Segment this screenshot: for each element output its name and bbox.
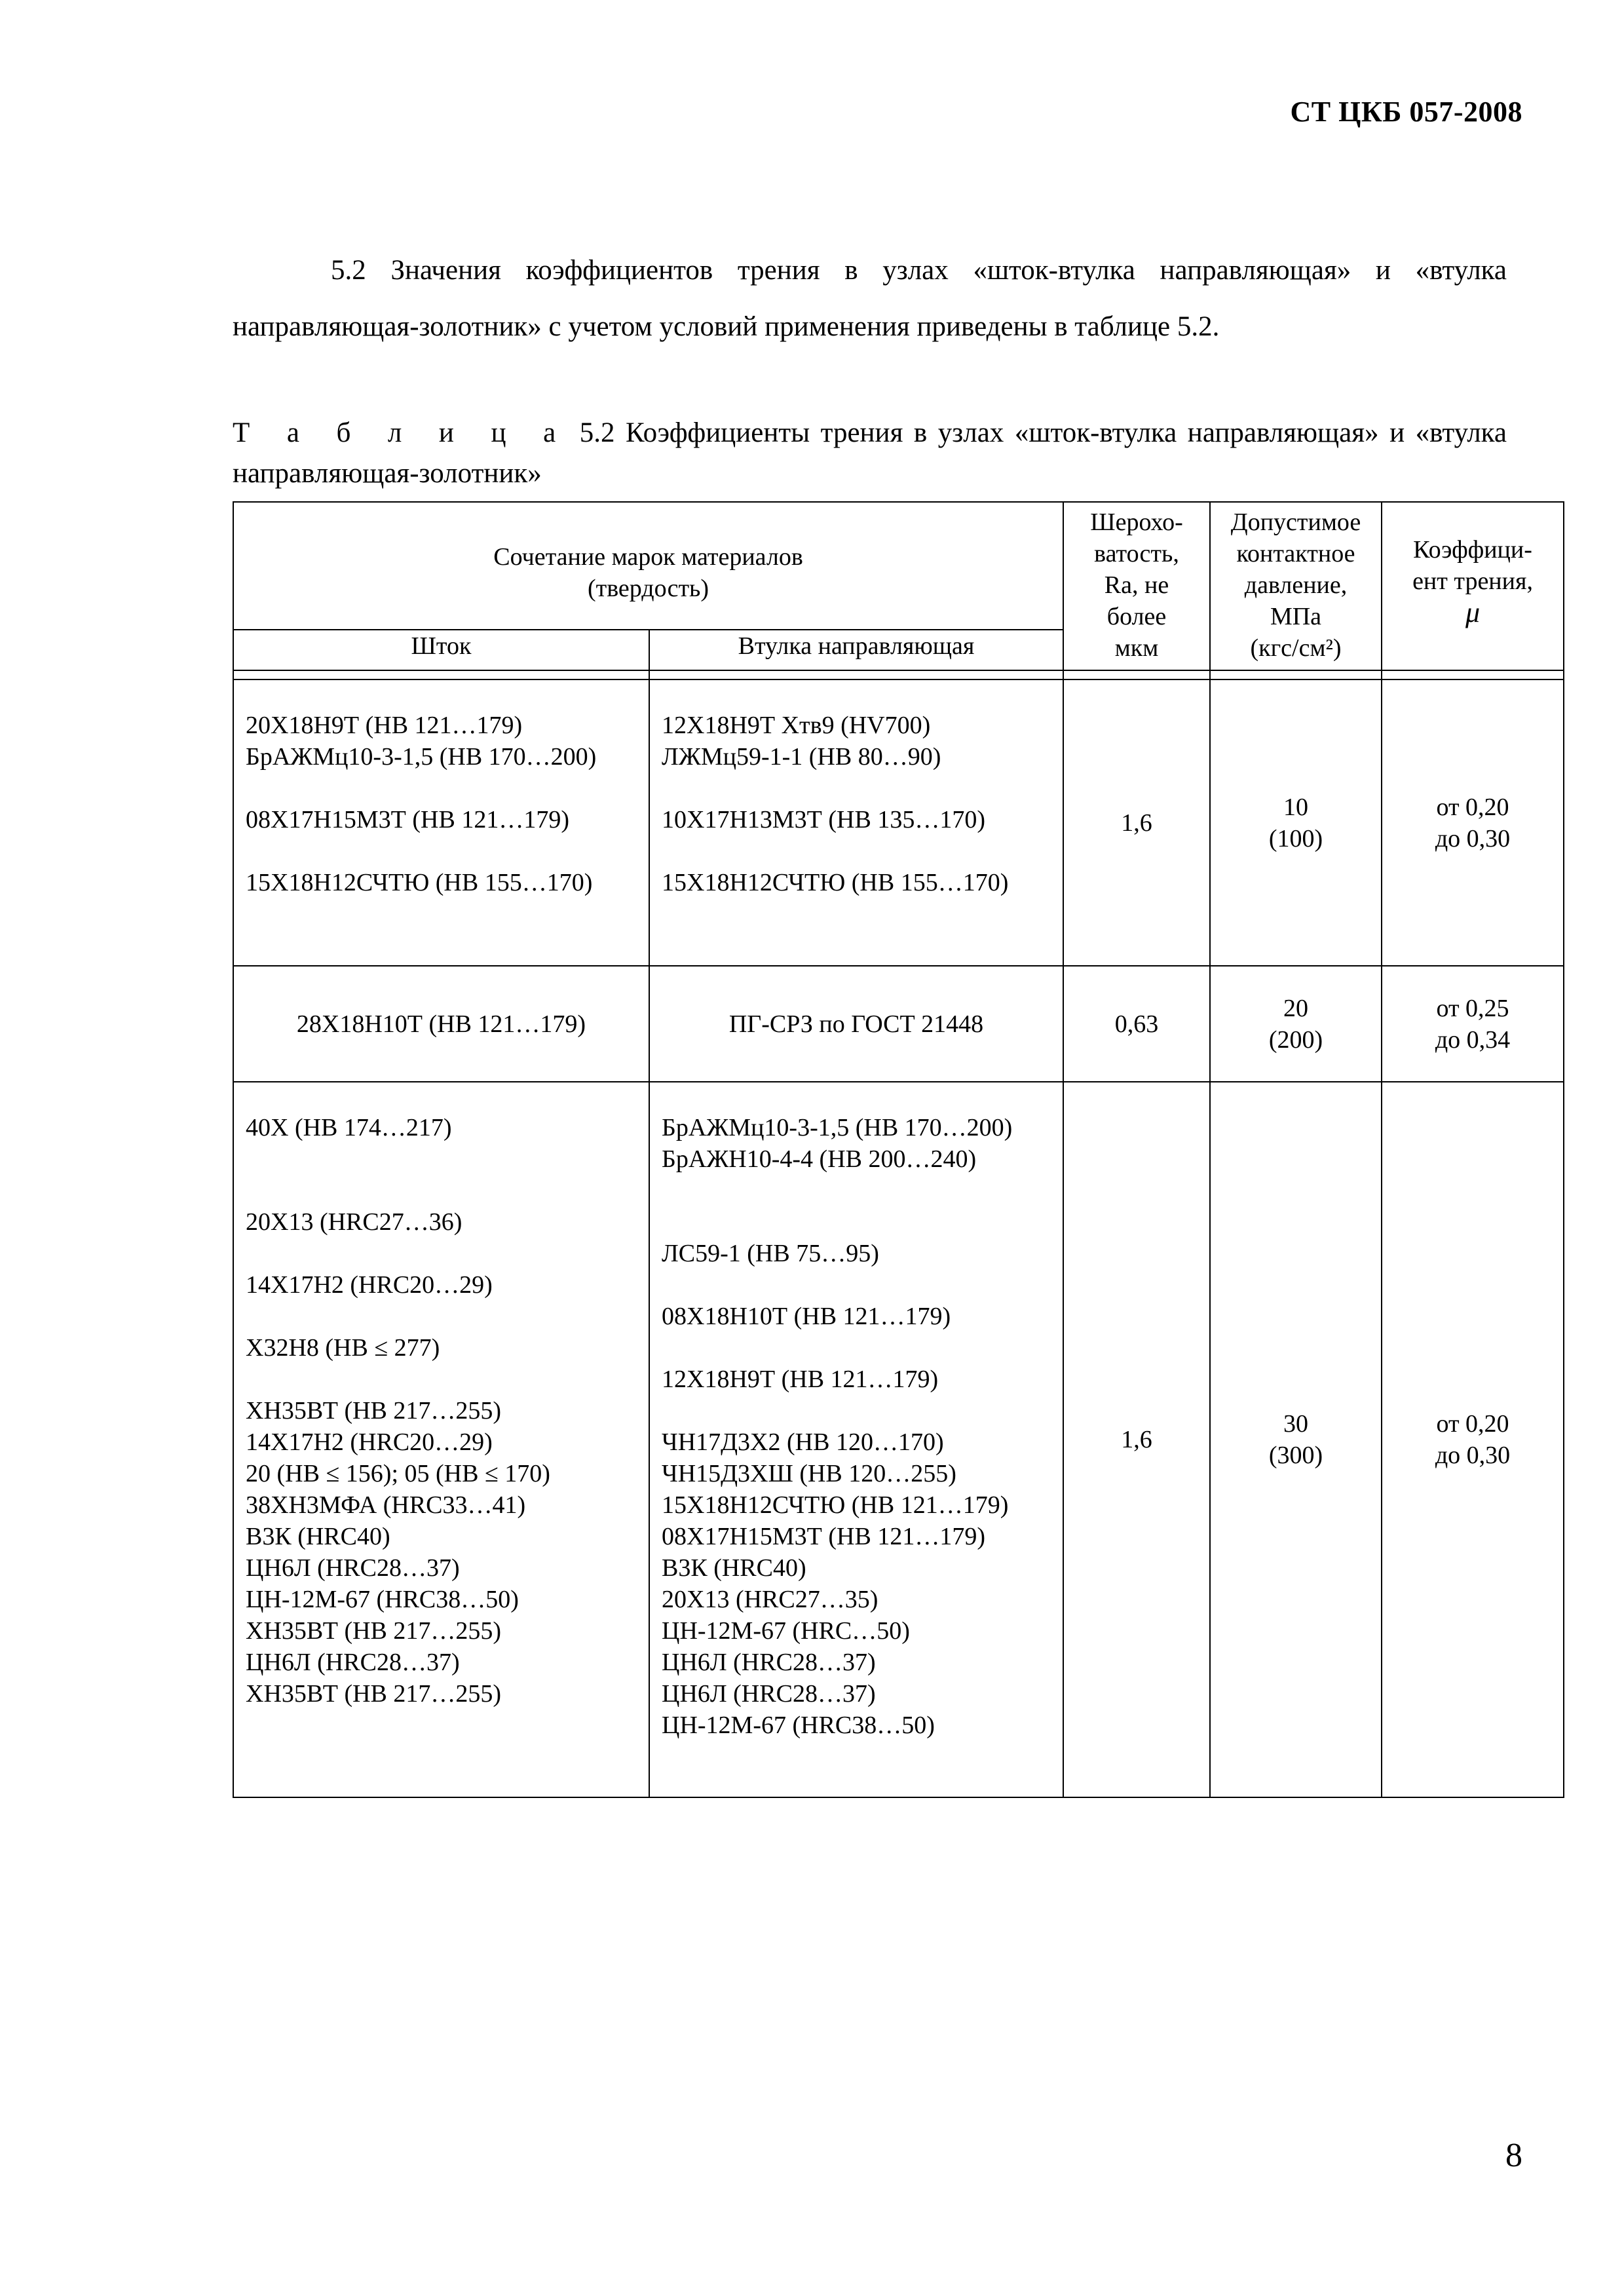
- row3-rod: 40Х (НВ 174…217) 20Х13 (HRC27…36) 14Х17Н2 (HRC20…29) Х32Н8 (НВ ≤ 277) ХН35ВТ (НВ 217…255) 14Х17Н2 (HRC20…29) 20 (НВ ≤ 156); 05 (НВ ≤ 170) 38ХН3МФА (HRC33…41) В3К (HRC40) ЦН6Л (HRC28…37) ЦН-12М-67 (HRC38…50) ХН35ВТ (НВ 217…255) ЦН6Л (HRC28…37) ХН35ВТ (НВ 217…255): [233, 1082, 649, 1797]
- row1-bushing: 12Х18Н9Т Хтв9 (HV700) ЛЖМц59-1-1 (НВ 80…90) 10Х17Н13М3Т (НВ 135…170) 15Х18Н12СЧТЮ (НВ 155…170): [649, 679, 1063, 966]
- section-paragraph: 5.2 Значения коэффициентов трения в узлах «шток-втулка направляющая» и «втулка направляющая-золотник» с учетом условий применения приведены в таблице 5.2.: [233, 255, 1507, 342]
- header-friction-label: Коэффици- ент трения,: [1412, 536, 1533, 595]
- row2-rod: 28Х18Н10Т (НВ 121…179): [233, 966, 649, 1082]
- header-bushing: Втулка направляющая: [649, 630, 1063, 670]
- row1-pressure: 10 (100): [1210, 679, 1382, 966]
- row2-pressure: 20 (200): [1210, 966, 1382, 1082]
- table-caption: [233, 413, 1507, 494]
- table-row: [233, 679, 1564, 966]
- page-number: 8: [1505, 2137, 1522, 2174]
- table-row: [233, 966, 1564, 1082]
- row2-friction: от 0,25 до 0,34: [1382, 966, 1564, 1082]
- header-roughness: Шерохо- ватость, Ra, не более мкм: [1063, 502, 1210, 670]
- friction-table: [233, 501, 1564, 1798]
- header-friction-mu: μ: [1465, 596, 1481, 628]
- table-caption-label: Т а б л и ц а: [233, 417, 569, 448]
- header-pressure: Допустимое контактное давление, МПа (кгс/см²): [1210, 502, 1382, 670]
- header-separator: [233, 670, 1564, 679]
- row3-roughness: 1,6: [1063, 1082, 1210, 1797]
- row1-roughness: 1,6: [1063, 679, 1210, 966]
- row2-roughness: 0,63: [1063, 966, 1210, 1082]
- row1-rod: 20Х18Н9Т (НВ 121…179) БрАЖМц10-3-1,5 (НВ 170…200) 08Х17Н15М3Т (НВ 121…179) 15Х18Н12СЧТЮ (НВ 155…170): [233, 679, 649, 966]
- table-row: [233, 1082, 1564, 1797]
- row3-pressure: 30 (300): [1210, 1082, 1382, 1797]
- row3-bushing: БрАЖМц10-3-1,5 (НВ 170…200) БрАЖН10-4-4 (НВ 200…240) ЛС59-1 (НВ 75…95) 08Х18Н10Т (НВ 121…179) 12Х18Н9Т (НВ 121…179) ЧН17Д3Х2 (НВ 120…170) ЧН15Д3ХШ (НВ 120…255) 15Х18Н12СЧТЮ (НВ 121…179) 08Х17Н15М3Т (НВ 121…179) В3К (HRC40) 20Х13 (HRC27…35) ЦН-12М-67 (HRC…50) ЦН6Л (HRC28…37) ЦН6Л (HRC28…37) ЦН-12М-67 (HRC38…50): [649, 1082, 1063, 1797]
- table-caption-text: 5.2 Коэффициенты трения в узлах «шток-втулка направляющая» и «втулка направляющая-золотник»: [233, 417, 1507, 489]
- header-materials: Сочетание марок материалов (твердость): [233, 502, 1063, 630]
- row1-friction: от 0,20 до 0,30: [1382, 679, 1564, 966]
- row2-bushing: ПГ-СРЗ по ГОСТ 21448: [649, 966, 1063, 1082]
- header-rod: Шток: [233, 630, 649, 670]
- row3-friction: от 0,20 до 0,30: [1382, 1082, 1564, 1797]
- header-friction: [1382, 502, 1564, 670]
- document-code: СТ ЦКБ 057-2008: [1290, 96, 1522, 128]
